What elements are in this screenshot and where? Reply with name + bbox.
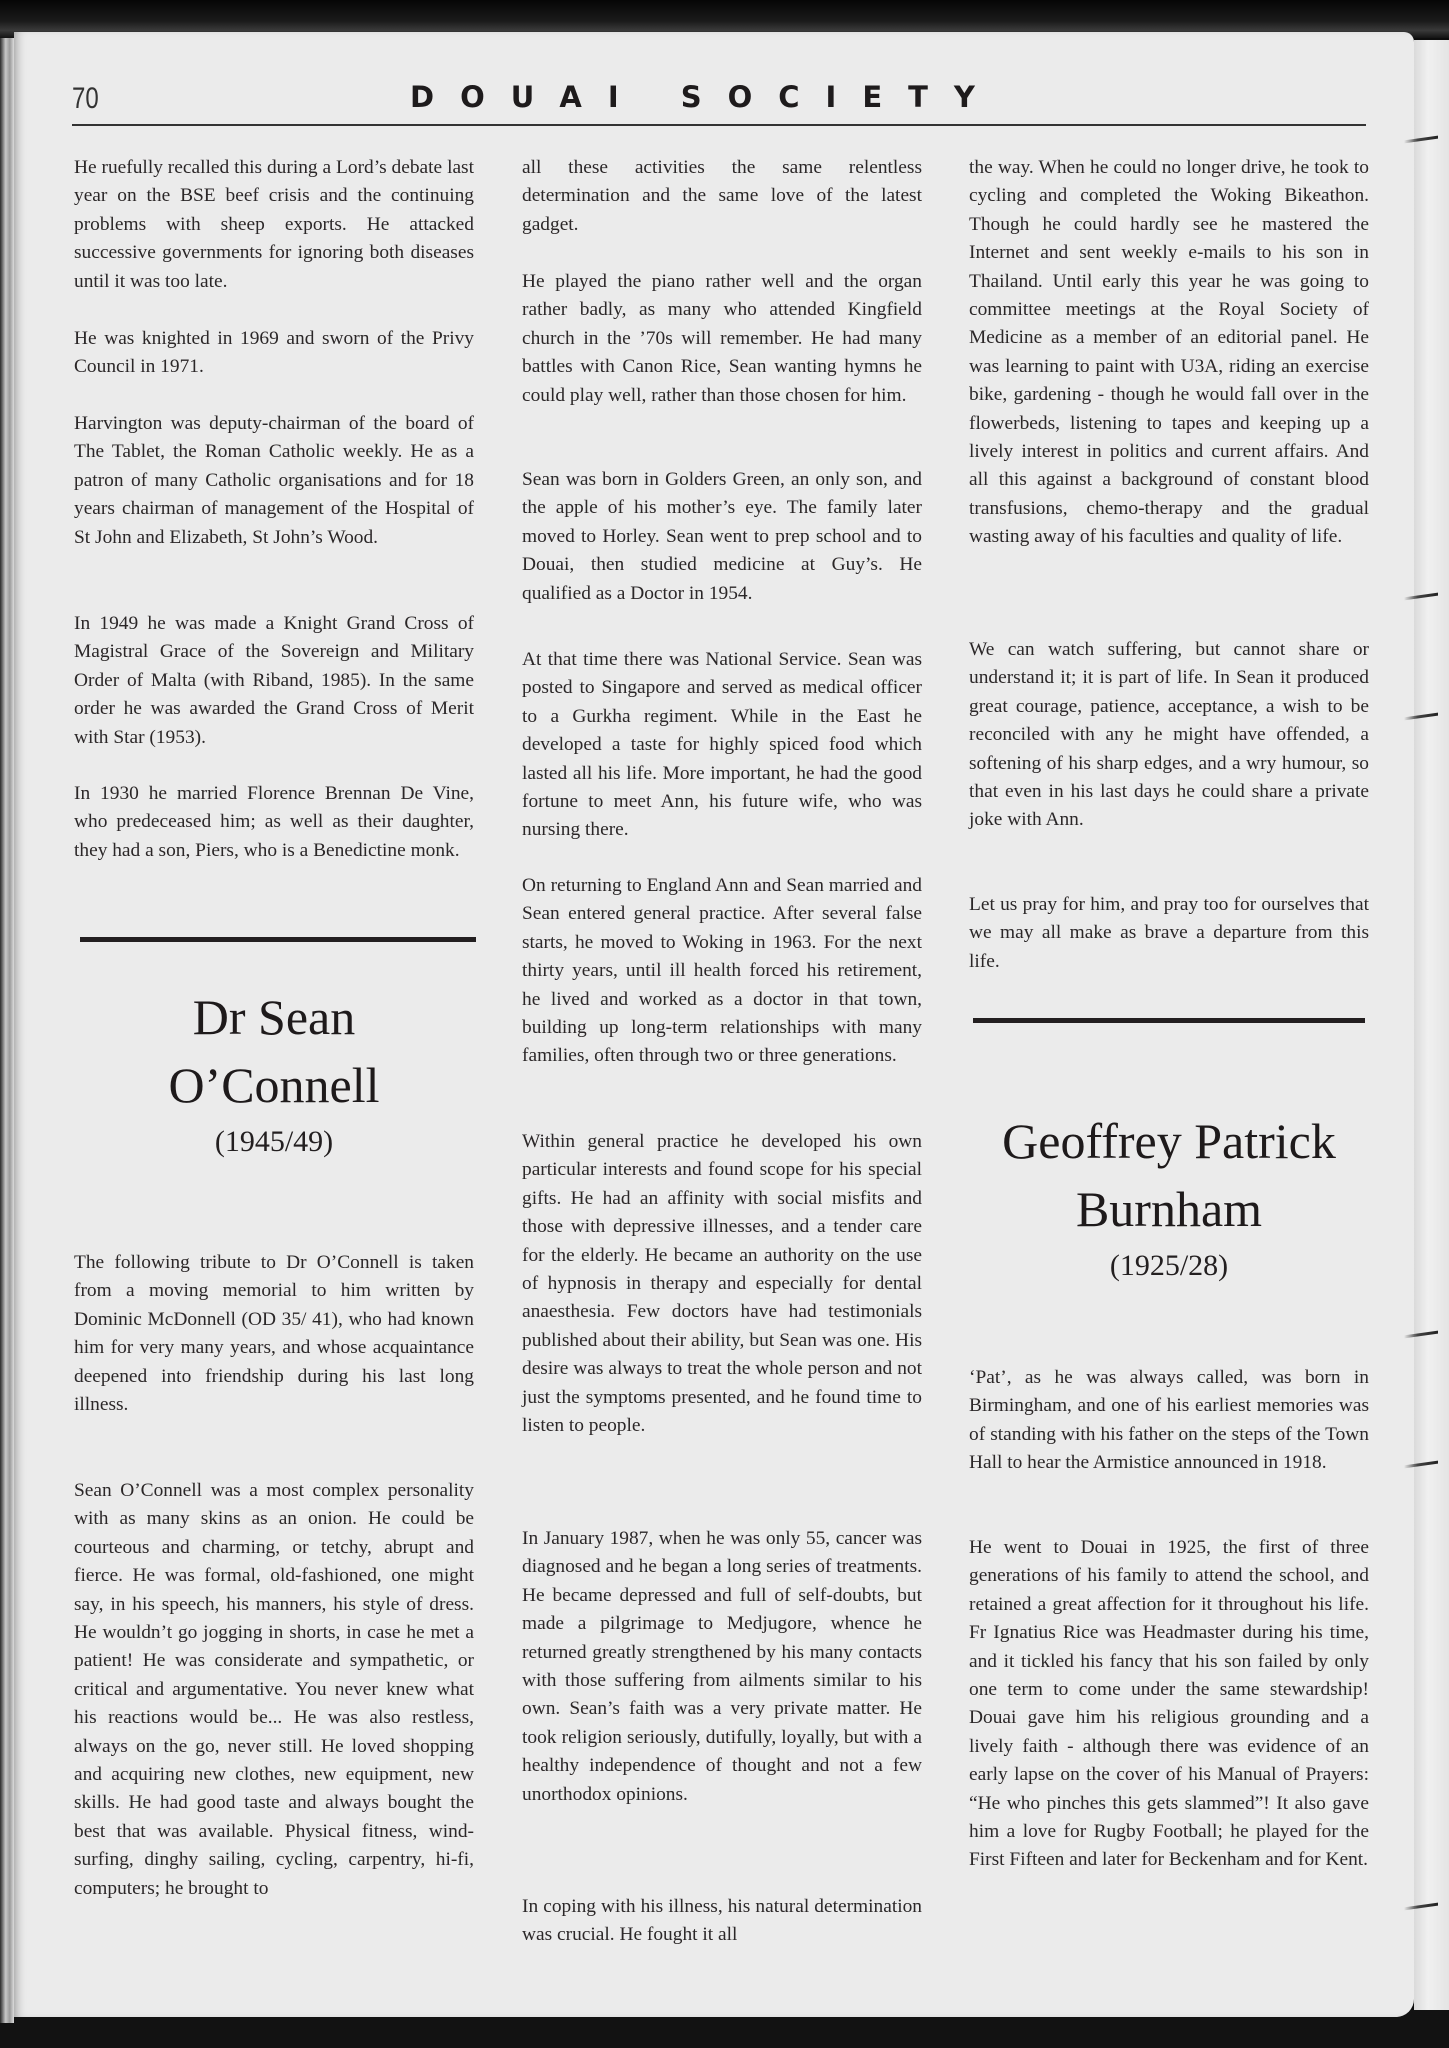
- section-divider: [973, 1018, 1365, 1023]
- column-2: [522, 0, 922, 2048]
- paragraph: Harvington was deputy-chairman of the board of The Tablet, the Roman Catholic weekly. He as a patron of many Catholic organisations and for 18 years chairman of management of the Hospital of St John and Elizabeth, St John’s Wood.: [74, 413, 474, 548]
- paragraph: ‘Pat’, as he was always called, was born in Birmingham, and one of his earliest memories was of standing with his father on the steps of the Town Hall to hear the Armistice announced in 1918.: [969, 1367, 1369, 1474]
- paragraph: Sean was born in Golders Green, an only son, and the apple of his mother’s eye. The family later moved to Horley. Sean went to prep school and to Douai, then studied medicine at Guy’s. He qualified as a Doctor in 1954.: [522, 469, 922, 604]
- paragraph: The following tribute to Dr O’Connell is taken from a moving memorial to him written by Dominic McDonnell (OD 35/ 41), who had known him for very many years, and whose acquaintance deepened into friendship during his last long illness.: [74, 1252, 474, 1416]
- paragraph: In 1930 he married Florence Brennan De Vine, who predeceased him; as well as their daughter, they had a son, Piers, who is a Benedictine monk.: [74, 783, 474, 861]
- paragraph: In coping with his illness, his natural determination was crucial. He fought it all: [522, 1896, 922, 1946]
- page-binding-edge: [0, 38, 14, 2023]
- paragraph: We can watch suffering, but cannot share or understand it; it is part of life. In Sean it produced great courage, patience, acceptance, a wish to be reconciled with any he might have offended, a softening of his sharp edges, and a wry humour, so that even in his last days he could share a private joke with Ann.: [969, 639, 1369, 831]
- column-1: [74, 0, 474, 2048]
- obituary-years: (1925/28): [1109, 1249, 1229, 1282]
- obituary-years: (1945/49): [214, 1125, 334, 1158]
- paragraph: He was knighted in 1969 and sworn of the Privy Council in 1971.: [74, 328, 474, 378]
- paragraph: all these activities the same relentless determination and the same love of the latest gadget.: [522, 157, 922, 235]
- paragraph: Within general practice he developed his own particular interests and found scope for his special gifts. He had an affinity with social misfits and those with depressive illnesses, and a tender care for the elderly. He became an authority on the use of hypnosis in therapy and especially for dental anaesthesia. Few doctors have had testimonials published about their ability, but Sean was one. His desire was always to treat the whole person and not just the symptoms presented, and he found time to listen to people.: [522, 1131, 922, 1437]
- obituary-name: Geoffrey Patrick: [1002, 1113, 1336, 1169]
- paragraph: At that time there was National Service. Sean was posted to Singapore and served as medical officer to a Gurkha regiment. While in the East he developed a taste for highly spiced food which lasted all his life. More important, he had the good fortune to meet Ann, his future wife, who was nursing there.: [522, 649, 922, 841]
- paragraph: He went to Douai in 1925, the first of three generations of his family to attend the school, and retained a great affection for it throughout his life. Fr Ignatius Rice was Headmaster during his time, and it tickled his fancy that his son failed by only one term to come under the same stewardship! Douai gave him his religious grounding and a lively faith - although there was evidence of an early lapse on the cover of his Manual of Prayers: “He who pinches this gets slammed”! It also gave him a love for Rugby Football; he played for the First Fifteen and later for Beckenham and for Kent.: [969, 1537, 1369, 1871]
- page-right-edge: [1414, 40, 1449, 2010]
- paragraph: In 1949 he was made a Knight Grand Cross of Magistral Grace of the Sovereign and Military Order of Malta (with Riband, 1985). In the same order he was awarded the Grand Cross of Merit with Star (1953).: [74, 613, 474, 748]
- column-3: [969, 0, 1369, 2048]
- obituary-name: Dr Sean: [192, 989, 356, 1045]
- paragraph: Let us pray for him, and pray too for ourselves that we may all make as brave a departure from this life.: [969, 894, 1369, 972]
- paragraph: On returning to England Ann and Sean married and Sean entered general practice. After several false starts, he moved to Woking in 1963. For the next thirty years, until ill health forced his retirement, he lived and worked as a doctor in that town, building up long-term relationships with many families, often through two or three generations.: [522, 875, 922, 1067]
- paragraph: He played the piano rather well and the organ rather badly, as many who attended Kingfield church in the ’70s will remember. He had many battles with Canon Rice, Sean wanting hymns he could play well, rather than those chosen for him.: [522, 271, 922, 406]
- paragraph: Sean O’Connell was a most complex personality with as many skins as an onion. He could be courteous and charming, or tetchy, abrupt and fierce. He was formal, old-fashioned, one might say, in his speech, his manners, his style of dress. He wouldn’t go jogging in shorts, in case he met a patient! He was considerate and sympathetic, or critical and argumentative. You never knew what his reactions would be... He was also restless, always on the go, never still. He loved shopping and acquiring new clothes, new equipment, new skills. He had good taste and always bought the best that was available. Physical fitness, wind-surfing, dinghy sailing, cycling, carpentry, hi-fi, computers; he brought to: [74, 1480, 474, 1899]
- obituary-name: O’Connell: [168, 1057, 380, 1113]
- page-number: 70: [72, 82, 99, 115]
- running-head: DOUAI SOCIETY: [410, 80, 1001, 114]
- paragraph: the way. When he could no longer drive, he took to cycling and completed the Woking Bikeathon. Though he could hardly see he mastered the Internet and sent weekly e-mails to his son in Thailand. Until early this year he was going to committee meetings at the Royal Society of Medicine as a member of an editorial panel. He was learning to paint with U3A, riding an exercise bike, gardening - though he would fall over in the flowerbeds, listening to tapes and keeping up a lively interest in politics and current affairs. And all this against a background of constant blood transfusions, chemo-therapy and the gradual wasting away of his faculties and quality of life.: [969, 157, 1369, 548]
- paragraph: He ruefully recalled this during a Lord’s debate last year on the BSE beef crisis and the continuing problems with sheep exports. He attacked successive governments for ignoring both diseases until it was too late.: [74, 157, 474, 292]
- paragraph: In January 1987, when he was only 55, cancer was diagnosed and he began a long series of treatments. He became depressed and full of self-doubts, but made a pilgrimage to Medjugore, whence he returned greatly strengthened by his many contacts with those suffering from ailments similar to his own. Sean’s faith was a very private matter. He took religion seriously, dutifully, loyally, but with a healthy independence of thought and not a few unorthodox opinions.: [522, 1528, 922, 1805]
- obituary-name: Burnham: [1075, 1181, 1263, 1237]
- section-divider: [80, 937, 476, 942]
